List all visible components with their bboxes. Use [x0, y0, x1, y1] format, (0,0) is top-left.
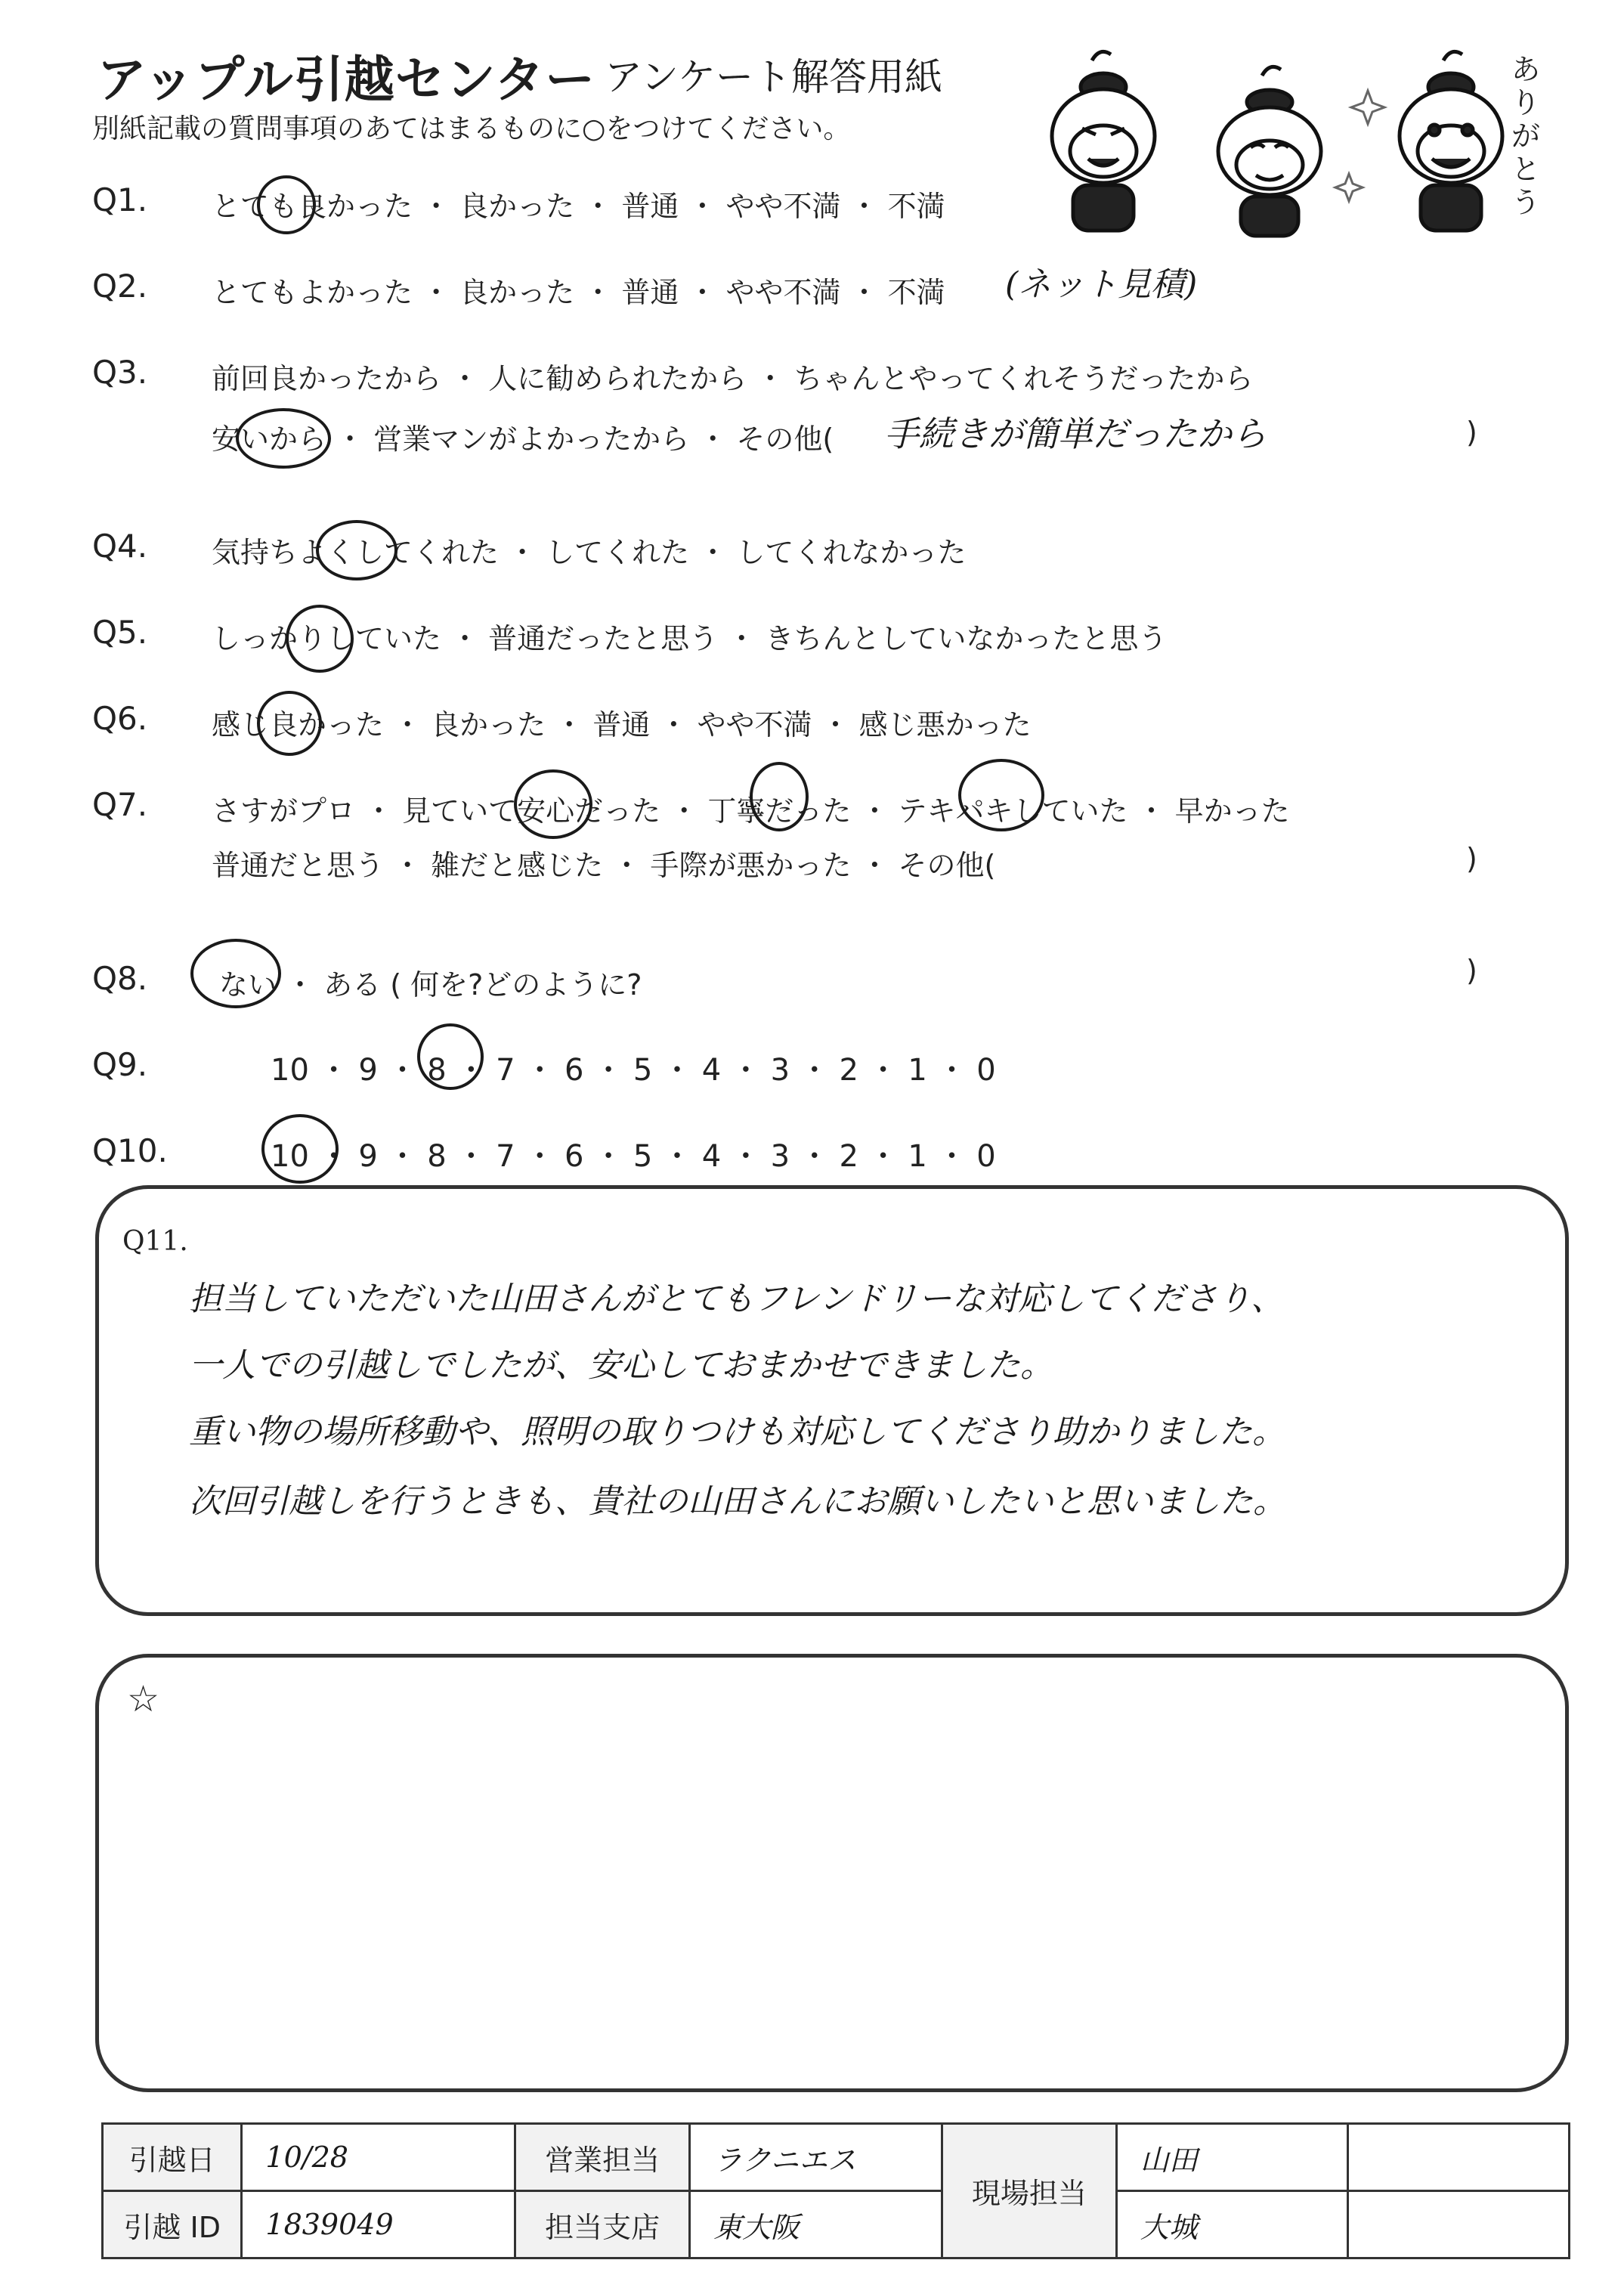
sales-value: ラクニエス	[690, 2124, 942, 2191]
q7-selection-circle-3	[958, 759, 1044, 831]
mascot-caption-char: り	[1511, 86, 1541, 119]
q1-options[interactable]: とても良かった ・ 良かった ・ 普通 ・ やや不満 ・ 不満	[212, 190, 945, 223]
q4-selection-circle	[316, 520, 397, 580]
q1-selection-circle	[257, 175, 316, 234]
q3-label: Q3.	[92, 354, 148, 391]
q3-options-line1[interactable]: 前回良かったから ・ 人に勧められたから ・ ちゃんとやってくれそうだったから	[212, 362, 1254, 395]
mascot-caption	[1511, 53, 1557, 219]
site-staff-empty-2	[1347, 2191, 1569, 2258]
mascot-caption-char: と	[1511, 153, 1541, 186]
q11-comment-line-1: 担当していただいた山田さんがとてもフレンドリーな対応してくださり、	[189, 1280, 1285, 1318]
q4-options[interactable]: 気持ちよくしてくれた ・ してくれた ・ してくれなかった	[212, 536, 967, 569]
site-staff-value-2: 大城	[1116, 2191, 1347, 2258]
q11-comment-line-4: 次回引越しを行うときも、貴社の山田さんにお願いしたいと思いました。	[189, 1482, 1286, 1521]
q10-score-scale[interactable]: 10 ・ 9 ・ 8 ・ 7 ・ 6 ・ 5 ・ 4 ・ 3 ・ 2 ・ 1 ・ 0	[271, 1139, 996, 1174]
mascot-caption-char: が	[1511, 119, 1541, 153]
move-id-value: 1839049	[242, 2191, 515, 2258]
q10-label: Q10.	[92, 1132, 168, 1169]
mascot-monkey-3	[1400, 51, 1502, 231]
q5-options[interactable]: しっかりしていた ・ 普通だったと思う ・ きちんとしていなかったと思う	[212, 622, 1168, 655]
q11-label: Q11.	[122, 1226, 188, 1257]
q2-options[interactable]: とてもよかった ・ 良かった ・ 普通 ・ やや不満 ・ 不満	[212, 276, 945, 309]
q6-options[interactable]: 感じ良かった ・ 良かった ・ 普通 ・ やや不満 ・ 感じ悪かった	[212, 708, 1032, 741]
mascot-monkey-1	[1052, 51, 1155, 231]
sales-label: 営業担当	[515, 2124, 690, 2191]
q8-label: Q8.	[92, 960, 148, 997]
site-staff-label: 現場担当	[942, 2124, 1117, 2258]
branch-label: 担当支店	[515, 2191, 690, 2258]
info-table	[101, 2122, 1570, 2259]
q4-label: Q4.	[92, 528, 148, 565]
q3-handwritten-note: 手続きが簡単だったから	[884, 413, 1267, 454]
instruction-text: 別紙記載の質問事項のあてはまるものに○をつけてください。	[92, 113, 851, 144]
mascot-illustration	[1035, 45, 1564, 242]
q11-comment-line-3: 重い物の場所移動や、照明の取りつけも対応してくださり助かりました。	[189, 1413, 1286, 1451]
q5-selection-circle	[286, 605, 354, 673]
q9-score-scale[interactable]: 10 ・ 9 ・ 8 ・ 7 ・ 6 ・ 5 ・ 4 ・ 3 ・ 2 ・ 1 ・ 0	[271, 1053, 996, 1088]
q11-comment-line-2: 一人での引越しでしたが、安心しておまかせできました。	[189, 1346, 1053, 1385]
site-staff-empty-1	[1347, 2124, 1569, 2191]
mascot-caption-char: う	[1511, 186, 1541, 219]
q11-comment-box	[95, 1185, 1569, 1616]
q5-label: Q5.	[92, 614, 148, 651]
star-comment-box	[95, 1654, 1569, 2092]
q7-selection-circle-1	[514, 769, 592, 839]
q2-label: Q2.	[92, 268, 148, 305]
q6-selection-circle	[257, 691, 322, 756]
q7-options-line2[interactable]: 普通だと思う ・ 雑だと感じた ・ 手際が悪かった ・ その他(	[212, 849, 996, 882]
q8-selection-circle	[190, 939, 281, 1008]
q2-handwritten-note: (ネット見積)	[1005, 265, 1198, 304]
q7-label: Q7.	[92, 786, 148, 823]
move-date-value: 10/28	[242, 2124, 515, 2191]
q7-selection-circle-2	[750, 762, 809, 831]
mascot-caption-char: あ	[1511, 53, 1541, 86]
star-icon: ☆	[127, 1678, 160, 1720]
q8-close-paren: )	[1466, 954, 1477, 987]
q8-options[interactable]: ない ・ ある ( 何を?どのように?	[219, 968, 642, 1001]
site-staff-value-1: 山田	[1116, 2124, 1347, 2191]
q6-label: Q6.	[92, 700, 148, 737]
move-id-label: 引越 ID	[103, 2191, 242, 2258]
q1-label: Q1.	[92, 181, 148, 218]
q3-selection-circle	[236, 408, 331, 469]
move-date-label: 引越日	[103, 2124, 242, 2191]
branch-value: 東大阪	[690, 2191, 942, 2258]
q10-selection-circle	[261, 1114, 339, 1184]
q3-options-line2[interactable]: 安いから ・ 営業マンがよかったから ・ その他(	[212, 423, 834, 456]
form-subtitle: アンケート解答用紙	[605, 55, 942, 99]
q9-selection-circle	[417, 1023, 484, 1090]
mascot-monkey-2	[1218, 67, 1321, 236]
q7-close-paren: )	[1466, 842, 1477, 875]
q3-close-paren: )	[1466, 416, 1477, 449]
q7-options-line1[interactable]: さすがプロ ・ 見ていて安心だった ・ 丁寧だった ・ テキパキしていた ・ 早かった	[212, 794, 1290, 828]
q9-label: Q9.	[92, 1046, 148, 1083]
brand-title: アップル引越センター	[97, 51, 596, 109]
